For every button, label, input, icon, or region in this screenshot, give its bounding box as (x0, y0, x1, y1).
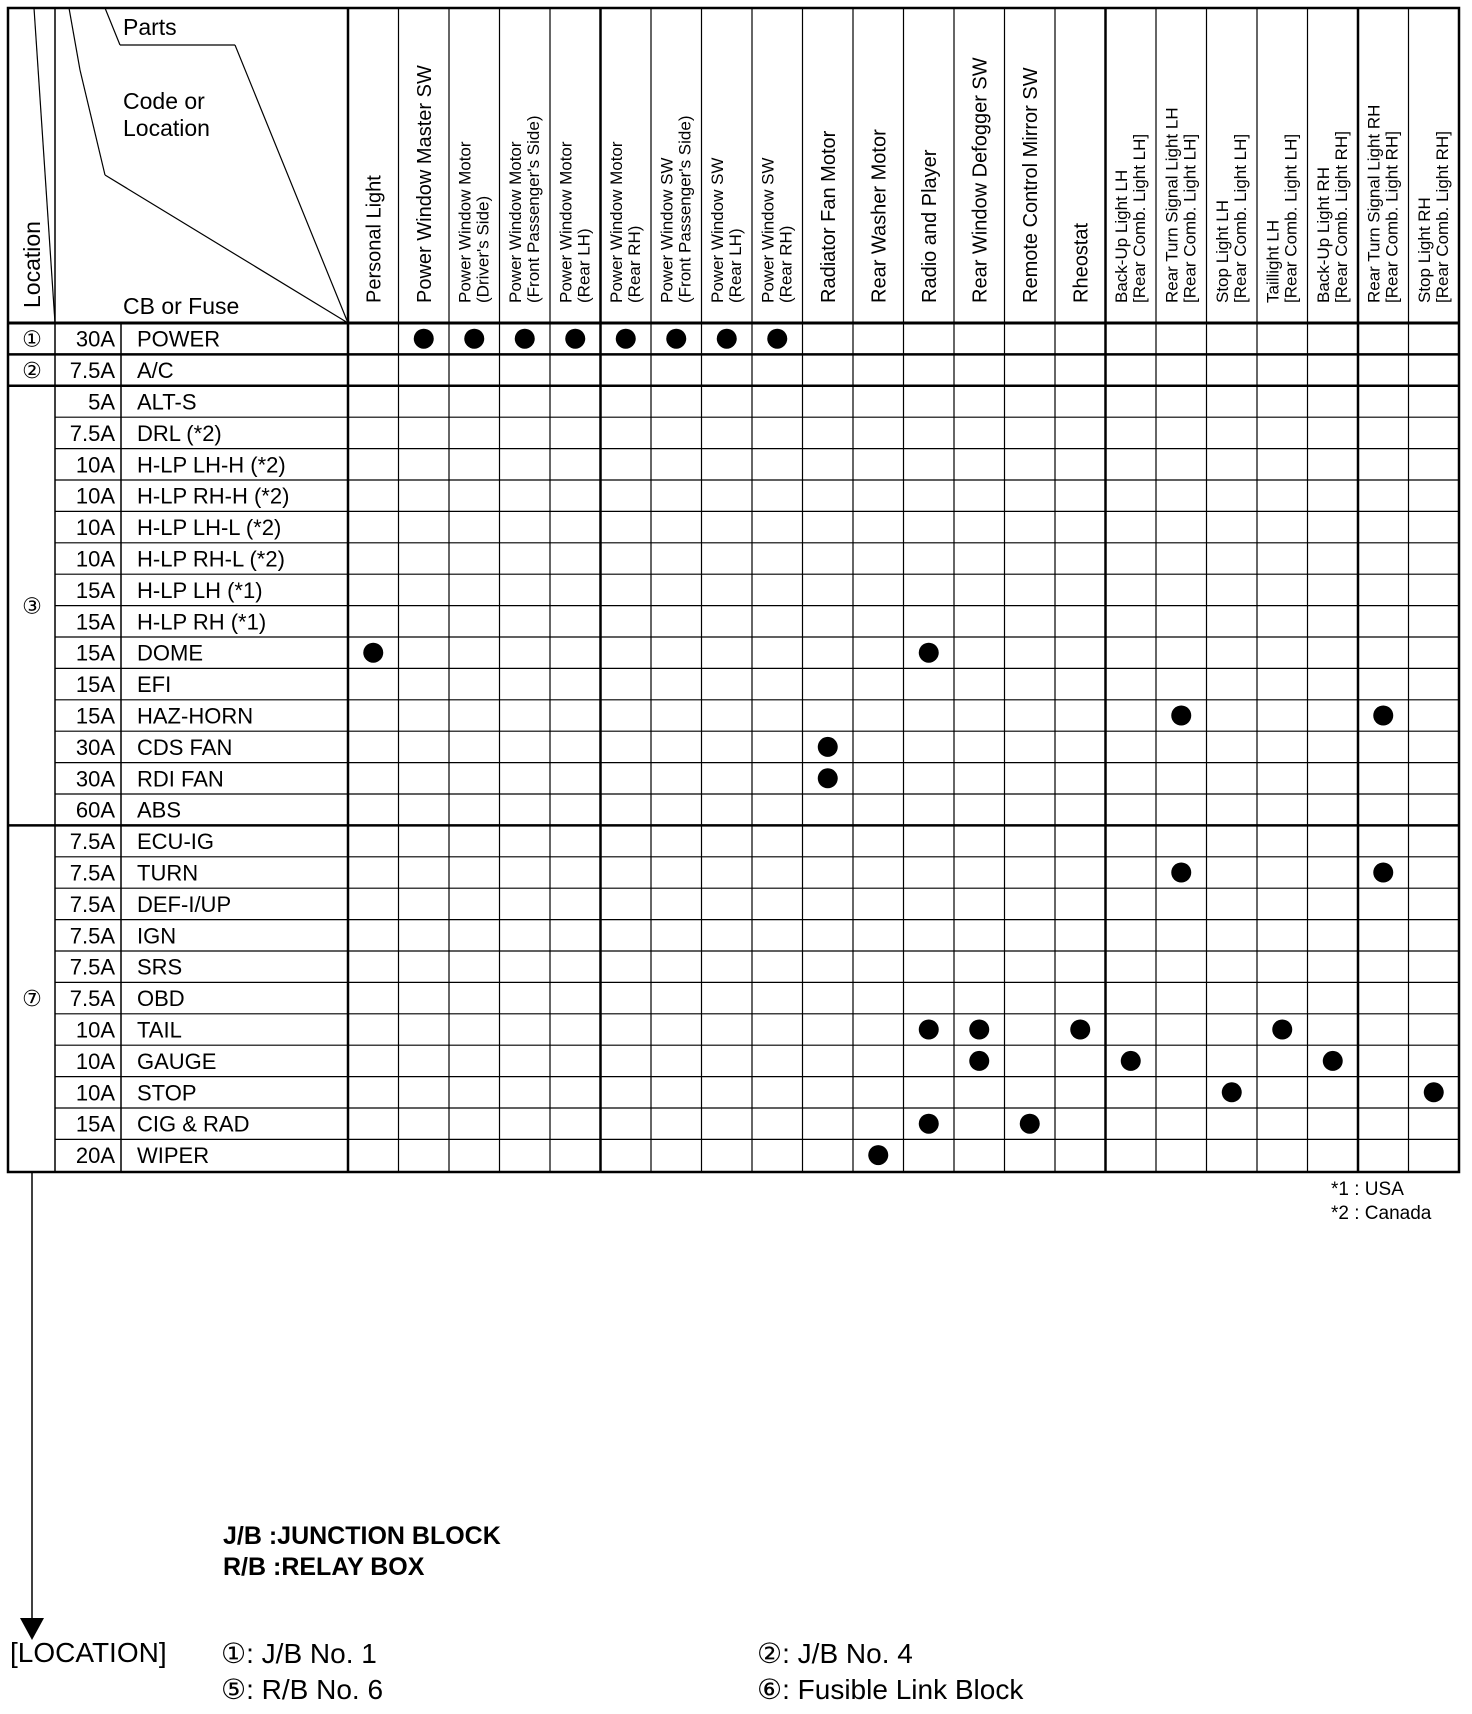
connection-dot (969, 1020, 989, 1040)
column-header: (Front Passenger's Side) (523, 115, 543, 303)
column-header: (Rear RH) (624, 225, 644, 303)
column-header: Stop Light LH (1212, 199, 1232, 303)
column-header: (Rear RH) (776, 225, 796, 303)
header-diagonal (105, 8, 120, 45)
column-header: Rear Window Defogger SW (969, 57, 992, 303)
column-header: [Rear Comb. Light RH] (1331, 131, 1351, 303)
location-jb-no1: ①: J/B No. 1 (221, 1638, 377, 1669)
connection-dot (1070, 1020, 1090, 1040)
connection-dot (1020, 1114, 1040, 1134)
fuse-amperage: 10A (75, 483, 115, 509)
connection-dot (565, 329, 585, 349)
location-code: ⑦ (22, 986, 42, 1012)
fuse-amperage: 60A (75, 797, 115, 823)
fuse-amperage: 30A (75, 326, 115, 352)
column-header: (Rear LH) (574, 228, 594, 303)
legend-relay-box: R/B :RELAY BOX (223, 1553, 425, 1581)
fuse-name: DEF-I/UP (137, 891, 232, 917)
fuse-name: CDS FAN (137, 734, 233, 760)
fuse-name: H-LP LH-H (*2) (137, 452, 286, 478)
column-header: [Rear Comb. Light RH] (1432, 131, 1452, 303)
column-header: Back-Up Light RH (1313, 166, 1333, 303)
column-header: (Rear LH) (725, 228, 745, 303)
fuse-amperage: 15A (75, 1111, 115, 1137)
footnote-usa: *1 : USA (1331, 1179, 1404, 1200)
header-diagonal (235, 45, 348, 323)
fuse-amperage: 20A (75, 1143, 115, 1169)
location-code: ③ (22, 593, 42, 619)
connection-dot (919, 1114, 939, 1134)
legend-junction-block: J/B :JUNCTION BLOCK (223, 1522, 501, 1550)
connection-dot (464, 329, 484, 349)
connection-dot (1222, 1082, 1242, 1102)
location-rb-no6: ⑤: R/B No. 6 (221, 1674, 384, 1705)
fuse-amperage: 7.5A (69, 420, 115, 446)
column-header: Power Window Motor (556, 141, 576, 303)
code-label: Code or (123, 88, 205, 114)
location-code: ② (22, 358, 42, 384)
connection-dot (515, 329, 535, 349)
fuse-name: TURN (137, 860, 199, 886)
fuse-amperage: 10A (75, 1017, 115, 1043)
column-header: Power Window SW (758, 157, 778, 303)
connection-dot (616, 329, 636, 349)
fuse-amperage: 10A (75, 452, 115, 478)
footnote-canada: *2 : Canada (1331, 1203, 1432, 1224)
fuse-amperage: 30A (75, 734, 115, 760)
fuse-amperage: 15A (75, 577, 115, 603)
fuse-amperage: 15A (75, 703, 115, 729)
fuse-amperage: 7.5A (69, 891, 115, 917)
fuse-amperage: 15A (75, 672, 115, 698)
column-header: Power Window Motor (455, 141, 475, 303)
fuse-name: RDI FAN (137, 766, 224, 792)
fuse-amperage: 15A (75, 609, 115, 635)
column-header: Stop Light RH (1414, 197, 1434, 303)
fuse-name: CIG & RAD (137, 1111, 250, 1137)
column-header: Power Window Master SW (413, 65, 436, 303)
fuse-name: OBD (137, 986, 185, 1012)
fuse-name: SRS (137, 954, 183, 980)
column-header: Personal Light (363, 175, 386, 303)
connection-dot (666, 329, 686, 349)
connection-dot (868, 1145, 888, 1165)
column-header: (Front Passenger's Side) (675, 115, 695, 303)
connection-dot (1272, 1020, 1292, 1040)
column-header: Radiator Fan Motor (817, 130, 840, 303)
fuse-name: ECU-IG (137, 829, 214, 855)
column-header: Remote Control Mirror SW (1019, 67, 1042, 303)
fuse-name: A/C (137, 358, 174, 384)
fuse-amperage: 7.5A (69, 358, 115, 384)
fuse-amperage: 7.5A (69, 954, 115, 980)
connection-dot (1171, 863, 1191, 883)
header-diagonal (69, 8, 80, 70)
location-header-label: Location (19, 221, 45, 308)
connection-dot (1373, 863, 1393, 883)
connection-dot (969, 1051, 989, 1071)
column-header: Power Window Motor (606, 141, 626, 303)
column-header: Rear Washer Motor (868, 129, 891, 303)
fuse-name: DRL (*2) (137, 420, 222, 446)
fuse-name: H-LP RH-H (*2) (137, 483, 290, 509)
fuse-name: H-LP LH-L (*2) (137, 515, 282, 541)
connection-dot (919, 643, 939, 663)
fuse-amperage: 7.5A (69, 860, 115, 886)
location-jb-no4: ②: J/B No. 4 (757, 1638, 913, 1669)
fuse-name: GAUGE (137, 1048, 217, 1074)
column-header: Rear Turn Signal Light LH (1162, 107, 1182, 303)
column-header: Power Window SW (657, 157, 677, 303)
code-label: Location (123, 115, 210, 141)
fuse-name: HAZ-HORN (137, 703, 254, 729)
cb-or-fuse-label: CB or Fuse (123, 293, 240, 319)
fuse-name: STOP (137, 1080, 197, 1106)
connection-dot (919, 1020, 939, 1040)
location-fusible-link-block: ⑥: Fusible Link Block (757, 1674, 1024, 1705)
column-header: [Rear Comb. Light LH] (1230, 133, 1250, 303)
fuse-name: EFI (137, 672, 172, 698)
connection-dot (1323, 1051, 1343, 1071)
fuse-amperage: 15A (75, 640, 115, 666)
fuse-amperage: 7.5A (69, 986, 115, 1012)
column-header: Rear Turn Signal Light RH (1364, 104, 1384, 303)
column-header: [Rear Comb. Light RH] (1382, 131, 1402, 303)
fuse-name: TAIL (137, 1017, 182, 1043)
fuse-amperage: 10A (75, 546, 115, 572)
connection-dot (818, 737, 838, 757)
column-header: Taillight LH (1263, 219, 1283, 303)
header-diagonal (80, 70, 105, 175)
fuse-amperage: 7.5A (69, 829, 115, 855)
connection-dot (1373, 706, 1393, 726)
column-header: [Rear Comb. Light LH] (1281, 133, 1301, 303)
fuse-name: POWER (137, 326, 221, 352)
fuse-amperage: 10A (75, 1048, 115, 1074)
fuse-amperage: 30A (75, 766, 115, 792)
fuse-name: H-LP RH-L (*2) (137, 546, 285, 572)
column-header: Back-Up Light LH (1111, 169, 1131, 303)
connection-dot (414, 329, 434, 349)
connection-dot (1424, 1082, 1444, 1102)
fuse-name: ALT-S (137, 389, 197, 415)
connection-dot (767, 329, 787, 349)
column-header: [Rear Comb. Light LH] (1129, 133, 1149, 303)
connection-dot (818, 768, 838, 788)
connection-dot (717, 329, 737, 349)
fuse-amperage: 5A (88, 389, 115, 415)
column-header: Power Window Motor (505, 141, 525, 303)
column-header: Radio and Player (918, 149, 941, 303)
connection-dot (1171, 706, 1191, 726)
connection-dot (1121, 1051, 1141, 1071)
column-header: (Driver's Side) (473, 195, 493, 303)
parts-label: Parts (123, 14, 177, 40)
column-header: [Rear Comb. Light LH] (1180, 133, 1200, 303)
fuse-name: WIPER (137, 1143, 210, 1169)
connection-dot (363, 643, 383, 663)
column-header: Rheostat (1070, 222, 1093, 303)
fuse-amperage: 10A (75, 515, 115, 541)
fuse-name: DOME (137, 640, 203, 666)
fuse-name: IGN (137, 923, 177, 949)
location-code: ① (22, 326, 42, 352)
fuse-name: ABS (137, 797, 182, 823)
fuse-amperage: 10A (75, 1080, 115, 1106)
column-header: Power Window SW (707, 157, 727, 303)
location-heading: [LOCATION] (10, 1637, 167, 1668)
fuse-amperage: 7.5A (69, 923, 115, 949)
fuse-name: H-LP RH (*1) (137, 609, 267, 635)
fuse-name: H-LP LH (*1) (137, 577, 263, 603)
